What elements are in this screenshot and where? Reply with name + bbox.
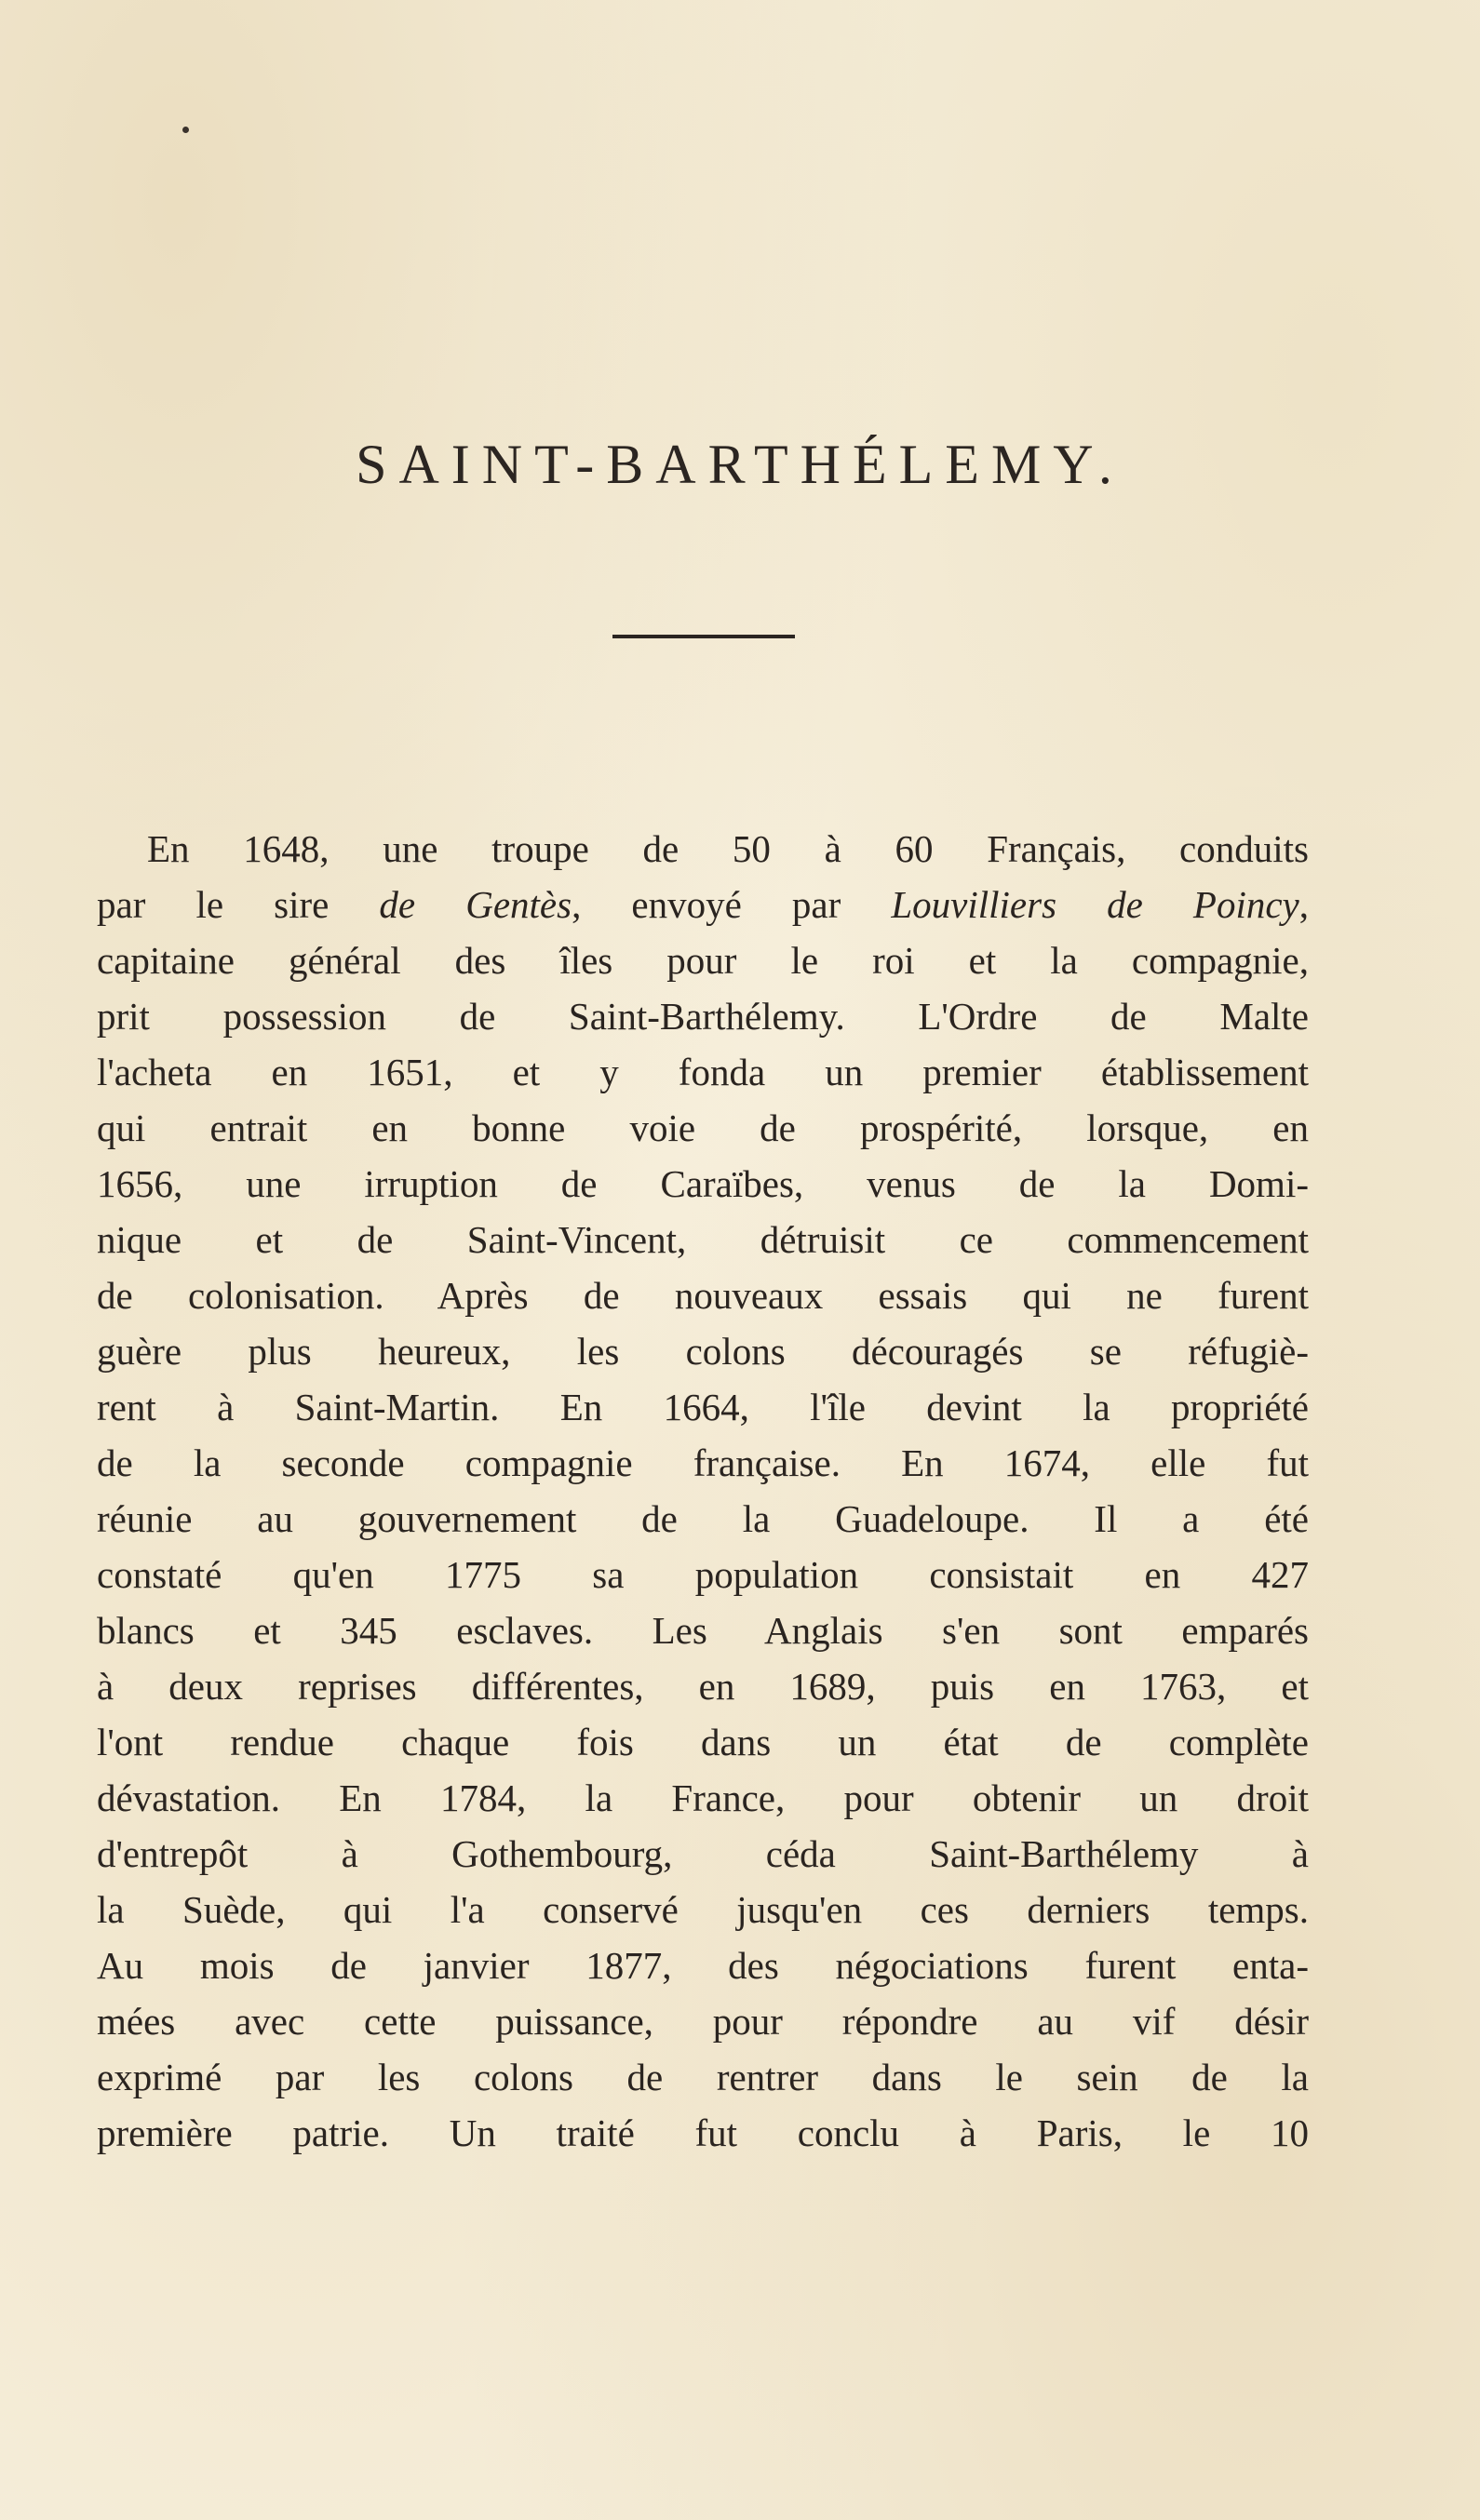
text-line bbox=[97, 1826, 1309, 1882]
text-run: la Suède, qui l'a conservé jusqu'en ces derniers temps. bbox=[97, 1888, 1309, 1931]
text-run: capitaine général des îles pour le roi et la compagnie, bbox=[97, 939, 1309, 982]
italic-name: de Gentès bbox=[379, 883, 572, 926]
text-run: dévastation. En 1784, la France, pour obtenir un droit bbox=[97, 1776, 1309, 1819]
text-run: de la seconde compagnie française. En 1674, elle fut bbox=[97, 1441, 1309, 1484]
page-title: SAINT-BARTHÉLEMY. bbox=[356, 434, 1124, 495]
text-line bbox=[97, 1602, 1309, 1658]
body-paragraph bbox=[97, 821, 1309, 2161]
text-line bbox=[97, 877, 1309, 932]
text-line bbox=[97, 988, 1309, 1044]
text-line bbox=[97, 1770, 1309, 1826]
text-run: mées avec cette puissance, pour répondre au vif désir bbox=[97, 2000, 1309, 2043]
text-line bbox=[97, 1212, 1309, 1267]
text-run: l'acheta en 1651, et y fonda un premier établissement bbox=[97, 1051, 1309, 1093]
text-run: guère plus heureux, les colons découragés se réfugiè- bbox=[97, 1330, 1309, 1373]
text-run: constaté qu'en 1775 sa population consistait en 427 bbox=[97, 1553, 1309, 1596]
text-run: blancs et 345 esclaves. Les Anglais s'en sont emparés bbox=[97, 1609, 1309, 1652]
text-line bbox=[97, 1937, 1309, 1993]
text-line bbox=[97, 1993, 1309, 2049]
text-run: rent à Saint-Martin. En 1664, l'île devint la propriété bbox=[97, 1386, 1309, 1428]
text-run: nique et de Saint-Vincent, détruisit ce commencement bbox=[97, 1218, 1309, 1261]
text-line bbox=[97, 1435, 1309, 1491]
text-line bbox=[97, 1658, 1309, 1714]
text-run: , envoyé par bbox=[572, 883, 892, 926]
text-run: l'ont rendue chaque fois dans un état de complète bbox=[97, 1721, 1309, 1763]
text-run: d'entrepôt à Gothembourg, céda Saint-Barthélemy à bbox=[97, 1832, 1309, 1875]
italic-name: Louvilliers de Poincy bbox=[891, 883, 1299, 926]
text-line bbox=[97, 1714, 1309, 1770]
text-line bbox=[97, 1044, 1309, 1100]
text-line bbox=[97, 1882, 1309, 1937]
text-line bbox=[97, 821, 1309, 877]
text-line bbox=[97, 1547, 1309, 1602]
text-run: Au mois de janvier 1877, des négociations furent enta- bbox=[97, 1944, 1309, 1987]
text-run: exprimé par les colons de rentrer dans le sein de la bbox=[97, 2056, 1309, 2098]
text-run: 1656, une irruption de Caraïbes, venus de la Domi- bbox=[97, 1162, 1309, 1205]
text-run: première patrie. Un traité fut conclu à Paris, le 10 bbox=[97, 2111, 1309, 2154]
text-run: à deux reprises différentes, en 1689, puis en 1763, et bbox=[97, 1665, 1309, 1708]
text-line bbox=[97, 1100, 1309, 1156]
text-line bbox=[97, 1491, 1309, 1547]
text-run: réunie au gouvernement de la Guadeloupe. Il a été bbox=[97, 1497, 1309, 1540]
text-line bbox=[97, 1156, 1309, 1212]
text-run: de colonisation. Après de nouveaux essais qui ne furent bbox=[97, 1274, 1309, 1317]
text-line bbox=[97, 2049, 1309, 2105]
text-line bbox=[97, 1267, 1309, 1323]
text-line bbox=[97, 1323, 1309, 1379]
ink-speck bbox=[182, 127, 189, 133]
text-line bbox=[97, 932, 1309, 988]
title-rule bbox=[612, 635, 795, 638]
text-run: par le sire bbox=[97, 883, 380, 926]
text-line bbox=[97, 2105, 1309, 2161]
text-run: , bbox=[1298, 883, 1309, 926]
text-line bbox=[97, 1379, 1309, 1435]
text-run: prit possession de Saint-Barthélemy. L'Ordre de Malte bbox=[97, 995, 1309, 1038]
text-run: En 1648, une troupe de 50 à 60 Français, conduits bbox=[147, 827, 1309, 870]
text-run: qui entrait en bonne voie de prospérité, lorsque, en bbox=[97, 1106, 1309, 1149]
